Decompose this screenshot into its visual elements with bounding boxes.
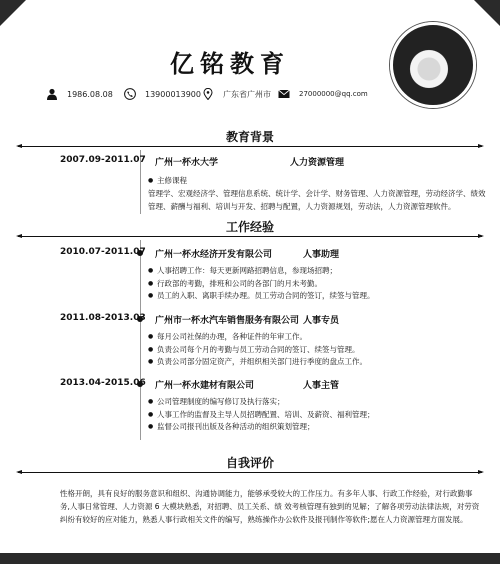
job-2-role: 人事专员 xyxy=(303,316,340,326)
job-1-date: 2010.07-2011.07 xyxy=(60,247,146,257)
list-item: ● 人事工作的监督及主导人员招聘配置、培训、及薪资、福利管理； xyxy=(148,409,488,422)
job-3-company: 广州一杯水建材有限公司 xyxy=(155,381,255,391)
list-item: ● 负责公司每个月的考勤与员工劳动合同的签订、续签与管理。 xyxy=(148,344,488,357)
education-major: 人力资源管理 xyxy=(290,158,345,168)
location-text: 广东省广州市 xyxy=(223,89,271,99)
job-1-role: 人事助理 xyxy=(303,250,340,260)
phone-icon xyxy=(124,88,136,100)
job-1-company: 广州一杯水经济开发有限公司 xyxy=(155,250,273,260)
location-pin-icon xyxy=(202,88,214,100)
job-2-date: 2011.08-2013.03 xyxy=(60,313,146,323)
list-item: ● 行政部的考勤，排班和公司的各部门的月未考勤。 xyxy=(148,278,488,291)
list-item: ● 员工的入职、离职手续办理。员工劳动合同的签订，续签与管理。 xyxy=(148,290,488,303)
list-item: ● 人事招聘工作：每天更新网路招聘信息，参现场招聘； xyxy=(148,265,488,278)
profile-photo xyxy=(390,22,476,108)
contact-info-row xyxy=(46,88,386,104)
education-school: 广州一杯水大学 xyxy=(155,158,219,168)
timeline-line-work xyxy=(140,240,141,440)
job-3-duties xyxy=(148,396,488,434)
location-info xyxy=(202,88,271,100)
birth-date: 1986.08.08 xyxy=(67,89,113,99)
list-item: ● 负责公司部分固定资产，并组织相关部门进行季度的盘点工作。 xyxy=(148,356,488,369)
education-course-list xyxy=(148,175,488,188)
list-item: ● 主修课程 xyxy=(148,175,488,188)
job-2-duties xyxy=(148,331,488,369)
mail-icon xyxy=(278,88,290,100)
corner-decoration-right xyxy=(474,0,500,26)
job-1-duties xyxy=(148,265,488,303)
section-title-work: 工作经验 xyxy=(225,220,274,234)
email-info xyxy=(278,88,368,100)
resume-name: 亿铭教育 xyxy=(170,50,290,78)
section-divider-work xyxy=(18,236,482,237)
section-divider-education xyxy=(18,146,482,147)
job-3-date: 2013.04-2015.06 xyxy=(60,378,146,388)
corner-decoration-left xyxy=(0,0,26,26)
education-courses: 管理学、宏观经济学、管理信息系统、统计学、会计学、财务管理、人力资源管理，劳动经济学、绩效管理、薪酬与福利、培训与开发、招聘与配置，人力资源规划，劳动法，人力资源管理软件。 xyxy=(148,189,486,211)
section-divider-evaluation xyxy=(18,472,482,473)
self-evaluation-text: 性格开朗，具有良好的服务意识和组织、沟通协调能力，能够承受较大的工作压力。有多年人事、行政工作经验，对行政勤事务,人事日常管理、人力资源 6 大模块熟悉，对招聘、员工关系、绩 效考核管理有独到的见解；了解各项劳动法律法规，对劳资纠纷有较好的应对能力，熟悉人事行政相关文件的编写，熟练操作办公软件及报刊制作等软件;愿在人力资源管理方面发展。 xyxy=(60,489,480,524)
email-text: 27000000@qq.com xyxy=(299,90,368,98)
list-item: ● 监督公司报刊出版及各种活动的组织策划管理； xyxy=(148,421,488,434)
section-title-evaluation: 自我评价 xyxy=(225,456,274,470)
list-item: ● 每月公司社保的办理，各种证件的年审工作。 xyxy=(148,331,488,344)
education-date: 2007.09-2011.07 xyxy=(60,155,146,165)
footer-bar xyxy=(0,553,500,564)
job-3-role: 人事主管 xyxy=(303,381,340,391)
job-2-company: 广州市一杯水汽车销售服务有限公司 xyxy=(155,316,300,326)
list-item: ● 公司管理制度的编写修订及执行落实； xyxy=(148,396,488,409)
person-icon xyxy=(46,88,58,100)
phone-number: 13900013900 xyxy=(145,89,201,99)
phone-info xyxy=(124,88,201,100)
birth-info xyxy=(46,88,113,100)
section-title-education: 教育背景 xyxy=(225,130,274,144)
